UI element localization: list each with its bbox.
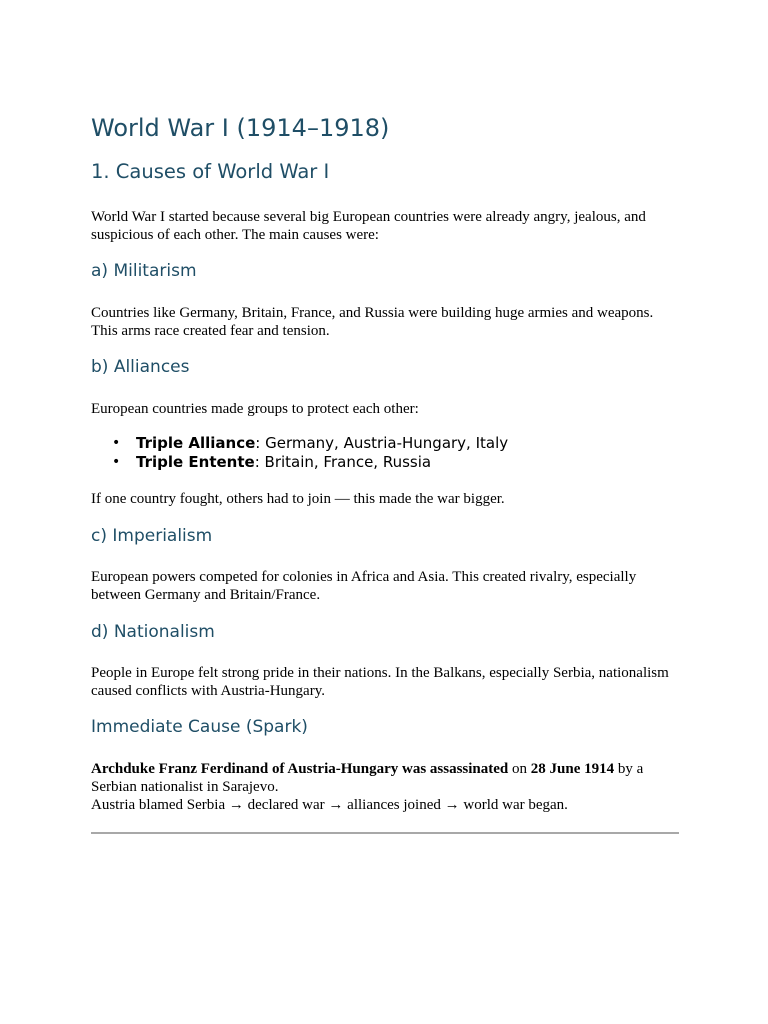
heading-alliances: b) Alliances	[91, 357, 190, 377]
chain-of-events: Austria blamed Serbia → declared war → alliances joined → world war began.	[91, 797, 568, 813]
nationalism-paragraph: People in Europe felt strong pride in their nations. In the Balkans, especially Serbia, nationalism caused conflicts with Austria-Hungary.	[91, 665, 669, 699]
alliance-members: : Germany, Austria-Hungary, Italy	[255, 434, 509, 452]
alliances-list	[91, 434, 508, 472]
inline-text: by a Serbian nationalist in Sarajevo.	[91, 761, 644, 795]
heading-nationalism: d) Nationalism	[91, 622, 215, 642]
page-title: World War I (1914–1918)	[91, 114, 390, 142]
alliances-followup: If one country fought, others had to join — this made the war bigger.	[91, 491, 505, 507]
inline-text: on	[508, 761, 531, 777]
alliance-term: Triple Entente	[136, 453, 255, 471]
bullet-icon: •	[112, 454, 121, 470]
alliance-members: : Britain, France, Russia	[254, 453, 432, 471]
heading-imperialism: c) Imperialism	[91, 526, 213, 546]
militarism-paragraph: Countries like Germany, Britain, France, and Russia were building huge armies and weapons. This arms race created fear and tension.	[91, 305, 654, 339]
assassination-text: Archduke Franz Ferdinand of Austria-Hungary was assassinated	[91, 761, 509, 777]
alliance-term: Triple Alliance	[136, 434, 256, 452]
section-heading-causes: 1. Causes of World War I	[91, 160, 330, 183]
list-item	[91, 453, 508, 472]
immediate-cause-paragraph	[91, 760, 681, 796]
date-text: 28 June 1914	[530, 761, 615, 777]
imperialism-paragraph: European powers competed for colonies in Africa and Asia. This created rivalry, especially between Germany and Britain/France.	[91, 569, 637, 603]
alliances-paragraph: European countries made groups to protect each other:	[91, 401, 419, 417]
heading-immediate-cause: Immediate Cause (Spark)	[91, 717, 308, 737]
bullet-icon: •	[112, 435, 121, 451]
horizontal-rule	[91, 832, 679, 834]
intro-paragraph: World War I started because several big European countries were already angry, jealous, and suspicious of each other. The main causes were:	[91, 209, 646, 243]
heading-militarism: a) Militarism	[91, 261, 197, 281]
list-item	[91, 434, 508, 453]
